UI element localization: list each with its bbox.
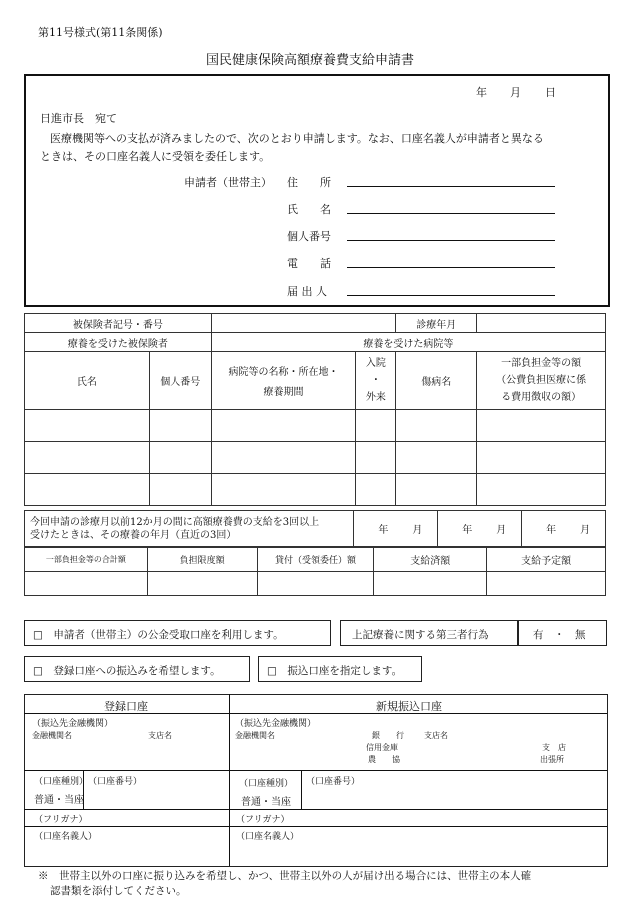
new-account-kind[interactable]: 普通・当座	[241, 797, 291, 808]
form-title: 国民健康保険高額療養費支給申請書	[206, 53, 415, 68]
col-personal-id: 個人番号	[149, 352, 211, 410]
applicant-label: 申請者（世帯主）	[184, 176, 272, 189]
new-inst-label: 金融機関名	[235, 731, 275, 740]
new-holder-label: （口座名義人）	[236, 832, 300, 842]
prior-2-month: 月	[496, 525, 507, 536]
form-number: 第11号様式(第11条関係)	[38, 26, 163, 39]
new-dest-label: （振込先金融機関）	[235, 719, 317, 729]
body-text-line1: 医療機関等への支払が済みましたので、次のとおり申請します。なお、口座名義人が申請者と異なる	[50, 132, 544, 145]
new-account-number-label: （口座番号）	[306, 777, 361, 787]
col-inpatient-line2: ・	[370, 375, 381, 386]
col-copay	[477, 352, 606, 410]
table-row[interactable]	[25, 474, 606, 506]
reg-furigana-label: （フリガナ）	[34, 815, 88, 825]
designate-account-option[interactable]	[258, 656, 422, 682]
table-row[interactable]	[25, 442, 606, 474]
reg-account-type-label: （口座種別）	[34, 777, 89, 787]
prior-question-line1: 今回申請の診療月以前12か月の間に高額療養費の支給を3回以上	[30, 516, 320, 528]
note-line2: 認書類を添付してください。	[50, 885, 187, 897]
prior-question	[25, 511, 354, 547]
new-branch-label: 支店名	[424, 731, 448, 740]
planned-label: 支給予定額	[487, 548, 606, 572]
col-copay-line2: （公費負担医療に係	[496, 375, 587, 386]
reg-dest-label: （振込先金融機関）	[32, 719, 114, 729]
prior-3-month: 月	[580, 525, 591, 536]
name-field[interactable]	[347, 213, 555, 214]
branch-type-shiten: 支 店	[542, 743, 566, 752]
col-hospital	[211, 352, 356, 410]
address-label: 住 所	[287, 176, 331, 189]
public-account-label: □ 申請者（世帯主）の公金受取口座を利用します。	[33, 629, 284, 641]
loan-label: 貸付（受領委任）額	[257, 548, 374, 572]
prior-1-month: 月	[412, 525, 423, 536]
patient-header: 療養を受けた被保険者	[25, 333, 212, 352]
addressee: 日進市長 宛て	[40, 112, 117, 125]
prior-1-year: 年	[378, 525, 389, 536]
bank-divider	[229, 694, 230, 866]
bank-type-nokyo: 農 協	[368, 755, 400, 764]
new-account-type-label: （口座種別）	[239, 779, 294, 789]
new-account-header: 新規振込口座	[376, 700, 442, 713]
bank-sub-divider-right	[301, 770, 302, 809]
phone-field[interactable]	[347, 267, 555, 268]
note-line1: ※ 世帯主以外の口座に振り込みを希望し、かつ、世帯主以外の人が届け出る場合には、世帯主の本人確	[38, 870, 532, 882]
exam-month-field[interactable]	[477, 314, 606, 333]
reg-holder-label: （口座名義人）	[34, 832, 98, 842]
reg-inst-label: 金融機関名	[32, 731, 72, 740]
paid-label: 支給済額	[374, 548, 487, 572]
limit-label: 負担限度額	[147, 548, 257, 572]
third-party-label: 上記療養に関する第三者行為	[352, 629, 489, 641]
table-row[interactable]	[25, 410, 606, 442]
insured-number-label: 被保険者記号・番号	[25, 314, 212, 333]
application-box	[24, 74, 610, 307]
phone-label: 電 話	[287, 257, 331, 270]
personal-number-field[interactable]	[347, 240, 555, 241]
col-inpatient-line3: 外来	[365, 392, 386, 403]
claim-table	[24, 313, 606, 506]
prior-3-year: 年	[546, 525, 557, 536]
third-party-label-box	[340, 620, 519, 646]
table-row[interactable]	[25, 572, 606, 596]
reg-branch-label: 支店名	[148, 731, 172, 740]
col-disease: 傷病名	[396, 352, 477, 410]
exam-month-label: 診療年月	[396, 314, 477, 333]
prior-2-year: 年	[462, 525, 473, 536]
body-text-line2: ときは、その口座名義人に受領を委任します。	[40, 150, 271, 163]
registered-account-option[interactable]	[24, 656, 250, 682]
prior-question-line2: 受けたときは、その療養の年月（直近の3回）	[30, 529, 237, 541]
col-copay-line1: 一部負担金等の額	[501, 358, 582, 369]
totals-table	[24, 547, 606, 596]
submitter-label: 届 出 人	[287, 285, 327, 298]
bank-line-2	[24, 809, 607, 810]
new-furigana-label: （フリガナ）	[236, 815, 290, 825]
name-label: 氏 名	[287, 203, 331, 216]
col-inpatient	[356, 352, 396, 410]
col-hospital-line1: 病院等の名称・所在地・	[228, 367, 339, 378]
address-field[interactable]	[347, 186, 555, 187]
sum-copay-label: 一部負担金等の合計額	[25, 548, 148, 572]
prior-month-2[interactable]	[438, 511, 522, 547]
public-account-option[interactable]	[24, 620, 331, 646]
prior-month-1[interactable]	[354, 511, 438, 547]
bank-type-bank: 銀 行	[372, 731, 404, 740]
col-copay-line3: る費用徴収の額）	[501, 392, 582, 403]
third-party-choice-text: 有 ・ 無	[533, 629, 586, 641]
date-year: 年	[476, 86, 487, 99]
prior-month-3[interactable]	[522, 511, 606, 547]
date-month: 月	[510, 86, 521, 99]
branch-type-shuccho: 出張所	[540, 755, 564, 764]
submitter-field[interactable]	[347, 295, 555, 296]
col-hospital-line2: 療養期間	[263, 387, 304, 398]
col-inpatient-line1: 入院	[365, 358, 386, 369]
personal-number-label: 個人番号	[287, 230, 331, 243]
prior-history-table	[24, 510, 606, 547]
third-party-choice[interactable]	[517, 620, 607, 646]
col-name: 氏名	[25, 352, 150, 410]
hospital-header: 療養を受けた病院等	[211, 333, 605, 352]
insured-number-field[interactable]	[211, 314, 396, 333]
reg-account-kind[interactable]: 普通・当座	[34, 795, 84, 806]
registered-account-label: □ 登録口座への振込みを希望します。	[33, 665, 221, 677]
bank-line-3	[24, 826, 607, 827]
bank-type-shinkin: 信用金庫	[366, 743, 398, 752]
designate-account-label: □ 振込口座を指定します。	[267, 665, 403, 677]
bank-line-1	[24, 770, 607, 771]
registered-account-header: 登録口座	[104, 700, 148, 713]
reg-account-number-label: （口座番号）	[88, 777, 143, 787]
date-day: 日	[545, 86, 556, 99]
